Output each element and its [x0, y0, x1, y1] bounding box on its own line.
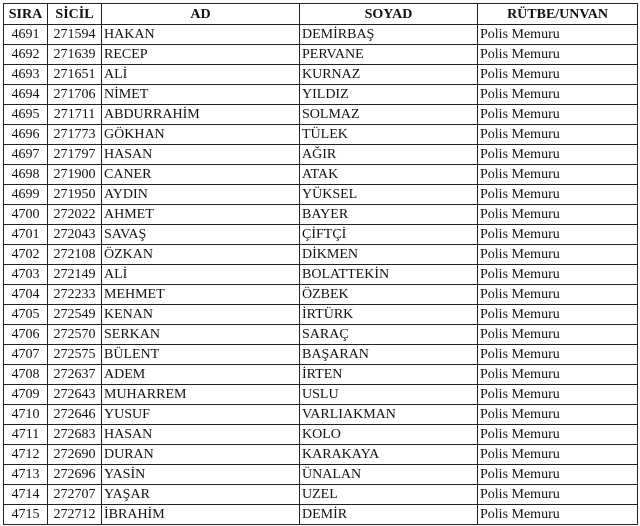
cell-ad: MUHARREM: [102, 385, 300, 405]
cell-rutbe: Polis Memuru: [478, 465, 638, 485]
cell-ad: AHMET: [102, 205, 300, 225]
cell-sira: 4707: [4, 345, 48, 365]
cell-soyad: YÜKSEL: [300, 185, 478, 205]
header-sicil: SİCİL: [48, 4, 102, 25]
cell-sicil: 272233: [48, 285, 102, 305]
cell-rutbe: Polis Memuru: [478, 25, 638, 45]
header-soyad: SOYAD: [300, 4, 478, 25]
cell-sicil: 271950: [48, 185, 102, 205]
cell-soyad: UZEL: [300, 485, 478, 505]
cell-sira: 4713: [4, 465, 48, 485]
cell-sicil: 272712: [48, 505, 102, 525]
cell-soyad: TÜLEK: [300, 125, 478, 145]
cell-sira: 4692: [4, 45, 48, 65]
cell-ad: YASİN: [102, 465, 300, 485]
cell-sicil: 272707: [48, 485, 102, 505]
cell-ad: İBRAHİM: [102, 505, 300, 525]
cell-soyad: DİKMEN: [300, 245, 478, 265]
cell-rutbe: Polis Memuru: [478, 445, 638, 465]
cell-soyad: SOLMAZ: [300, 105, 478, 125]
header-rutbe: RÜTBE/UNVAN: [478, 4, 638, 25]
cell-sicil: 271900: [48, 165, 102, 185]
cell-ad: SERKAN: [102, 325, 300, 345]
table-row: [4, 185, 638, 205]
cell-soyad: YILDIZ: [300, 85, 478, 105]
cell-soyad: KARAKAYA: [300, 445, 478, 465]
cell-ad: HAKAN: [102, 25, 300, 45]
cell-ad: DURAN: [102, 445, 300, 465]
cell-soyad: PERVANE: [300, 45, 478, 65]
cell-rutbe: Polis Memuru: [478, 205, 638, 225]
cell-soyad: ÖZBEK: [300, 285, 478, 305]
cell-rutbe: Polis Memuru: [478, 305, 638, 325]
cell-soyad: SARAÇ: [300, 325, 478, 345]
table-row: [4, 65, 638, 85]
cell-rutbe: Polis Memuru: [478, 165, 638, 185]
header-sira: SIRA: [4, 4, 48, 25]
cell-sira: 4698: [4, 165, 48, 185]
cell-sira: 4714: [4, 485, 48, 505]
cell-ad: ALİ: [102, 65, 300, 85]
cell-sira: 4701: [4, 225, 48, 245]
table-row: [4, 85, 638, 105]
table-row: [4, 465, 638, 485]
cell-sicil: 272683: [48, 425, 102, 445]
cell-sira: 4715: [4, 505, 48, 525]
cell-rutbe: Polis Memuru: [478, 485, 638, 505]
cell-rutbe: Polis Memuru: [478, 125, 638, 145]
cell-ad: AYDIN: [102, 185, 300, 205]
cell-sira: 4691: [4, 25, 48, 45]
cell-soyad: ÜNALAN: [300, 465, 478, 485]
cell-soyad: VARLIAKMAN: [300, 405, 478, 425]
cell-ad: BÜLENT: [102, 345, 300, 365]
table-row: [4, 285, 638, 305]
table-row: [4, 445, 638, 465]
cell-ad: RECEP: [102, 45, 300, 65]
cell-sira: 4700: [4, 205, 48, 225]
cell-soyad: DEMİR: [300, 505, 478, 525]
cell-sicil: 272575: [48, 345, 102, 365]
cell-sicil: 271651: [48, 65, 102, 85]
cell-soyad: KURNAZ: [300, 65, 478, 85]
cell-ad: NİMET: [102, 85, 300, 105]
cell-rutbe: Polis Memuru: [478, 65, 638, 85]
cell-rutbe: Polis Memuru: [478, 225, 638, 245]
cell-ad: MEHMET: [102, 285, 300, 305]
cell-soyad: İRTÜRK: [300, 305, 478, 325]
cell-sicil: 272149: [48, 265, 102, 285]
cell-rutbe: Polis Memuru: [478, 505, 638, 525]
cell-sira: 4696: [4, 125, 48, 145]
cell-rutbe: Polis Memuru: [478, 185, 638, 205]
cell-sira: 4703: [4, 265, 48, 285]
cell-soyad: AĞIR: [300, 145, 478, 165]
table-row: [4, 25, 638, 45]
cell-sira: 4699: [4, 185, 48, 205]
table-body: [4, 25, 638, 525]
cell-sicil: 272549: [48, 305, 102, 325]
cell-ad: ABDURRAHİM: [102, 105, 300, 125]
table-row: [4, 385, 638, 405]
cell-soyad: BOLATTEKİN: [300, 265, 478, 285]
table-row: [4, 345, 638, 365]
cell-rutbe: Polis Memuru: [478, 345, 638, 365]
table-row: [4, 205, 638, 225]
table-row: [4, 45, 638, 65]
table-row: [4, 245, 638, 265]
cell-rutbe: Polis Memuru: [478, 245, 638, 265]
cell-sicil: 271711: [48, 105, 102, 125]
cell-rutbe: Polis Memuru: [478, 45, 638, 65]
cell-sicil: 272637: [48, 365, 102, 385]
cell-ad: GÖKHAN: [102, 125, 300, 145]
cell-ad: ADEM: [102, 365, 300, 385]
cell-sira: 4711: [4, 425, 48, 445]
table-row: [4, 405, 638, 425]
cell-sira: 4694: [4, 85, 48, 105]
cell-soyad: BAŞARAN: [300, 345, 478, 365]
cell-sira: 4704: [4, 285, 48, 305]
cell-rutbe: Polis Memuru: [478, 285, 638, 305]
cell-sicil: 272690: [48, 445, 102, 465]
cell-rutbe: Polis Memuru: [478, 365, 638, 385]
cell-sira: 4702: [4, 245, 48, 265]
cell-soyad: ÇİFTÇİ: [300, 225, 478, 245]
cell-ad: CANER: [102, 165, 300, 185]
table-row: [4, 225, 638, 245]
cell-sicil: 272108: [48, 245, 102, 265]
cell-sicil: 272570: [48, 325, 102, 345]
table-row: [4, 165, 638, 185]
table-row: [4, 105, 638, 125]
table-row: [4, 425, 638, 445]
cell-soyad: İRTEN: [300, 365, 478, 385]
table-row: [4, 125, 638, 145]
cell-rutbe: Polis Memuru: [478, 265, 638, 285]
cell-sira: 4709: [4, 385, 48, 405]
header-ad: AD: [102, 4, 300, 25]
cell-ad: HASAN: [102, 425, 300, 445]
cell-ad: HASAN: [102, 145, 300, 165]
cell-rutbe: Polis Memuru: [478, 385, 638, 405]
cell-sira: 4705: [4, 305, 48, 325]
cell-sira: 4697: [4, 145, 48, 165]
cell-soyad: ATAK: [300, 165, 478, 185]
cell-sira: 4695: [4, 105, 48, 125]
cell-rutbe: Polis Memuru: [478, 425, 638, 445]
cell-rutbe: Polis Memuru: [478, 405, 638, 425]
cell-sicil: 272646: [48, 405, 102, 425]
table-row: [4, 485, 638, 505]
table-row: [4, 325, 638, 345]
table-row: [4, 505, 638, 525]
table-header-row: [4, 4, 638, 25]
cell-soyad: DEMİRBAŞ: [300, 25, 478, 45]
cell-rutbe: Polis Memuru: [478, 325, 638, 345]
cell-sira: 4710: [4, 405, 48, 425]
cell-sicil: 271639: [48, 45, 102, 65]
cell-sicil: 272043: [48, 225, 102, 245]
cell-ad: ALİ: [102, 265, 300, 285]
cell-rutbe: Polis Memuru: [478, 105, 638, 125]
table-row: [4, 145, 638, 165]
cell-ad: KENAN: [102, 305, 300, 325]
cell-soyad: KOLO: [300, 425, 478, 445]
cell-sira: 4708: [4, 365, 48, 385]
cell-sicil: 272022: [48, 205, 102, 225]
cell-sira: 4693: [4, 65, 48, 85]
table-row: [4, 305, 638, 325]
cell-sira: 4706: [4, 325, 48, 345]
cell-sicil: 272643: [48, 385, 102, 405]
cell-rutbe: Polis Memuru: [478, 85, 638, 105]
cell-soyad: USLU: [300, 385, 478, 405]
cell-sicil: 272696: [48, 465, 102, 485]
cell-sicil: 271706: [48, 85, 102, 105]
cell-soyad: BAYER: [300, 205, 478, 225]
cell-ad: YAŞAR: [102, 485, 300, 505]
table-row: [4, 365, 638, 385]
table-row: [4, 265, 638, 285]
cell-rutbe: Polis Memuru: [478, 145, 638, 165]
cell-ad: YUSUF: [102, 405, 300, 425]
cell-sicil: 271773: [48, 125, 102, 145]
cell-ad: ÖZKAN: [102, 245, 300, 265]
cell-sicil: 271797: [48, 145, 102, 165]
cell-ad: SAVAŞ: [102, 225, 300, 245]
cell-sicil: 271594: [48, 25, 102, 45]
cell-sira: 4712: [4, 445, 48, 465]
personnel-table: [3, 3, 638, 525]
